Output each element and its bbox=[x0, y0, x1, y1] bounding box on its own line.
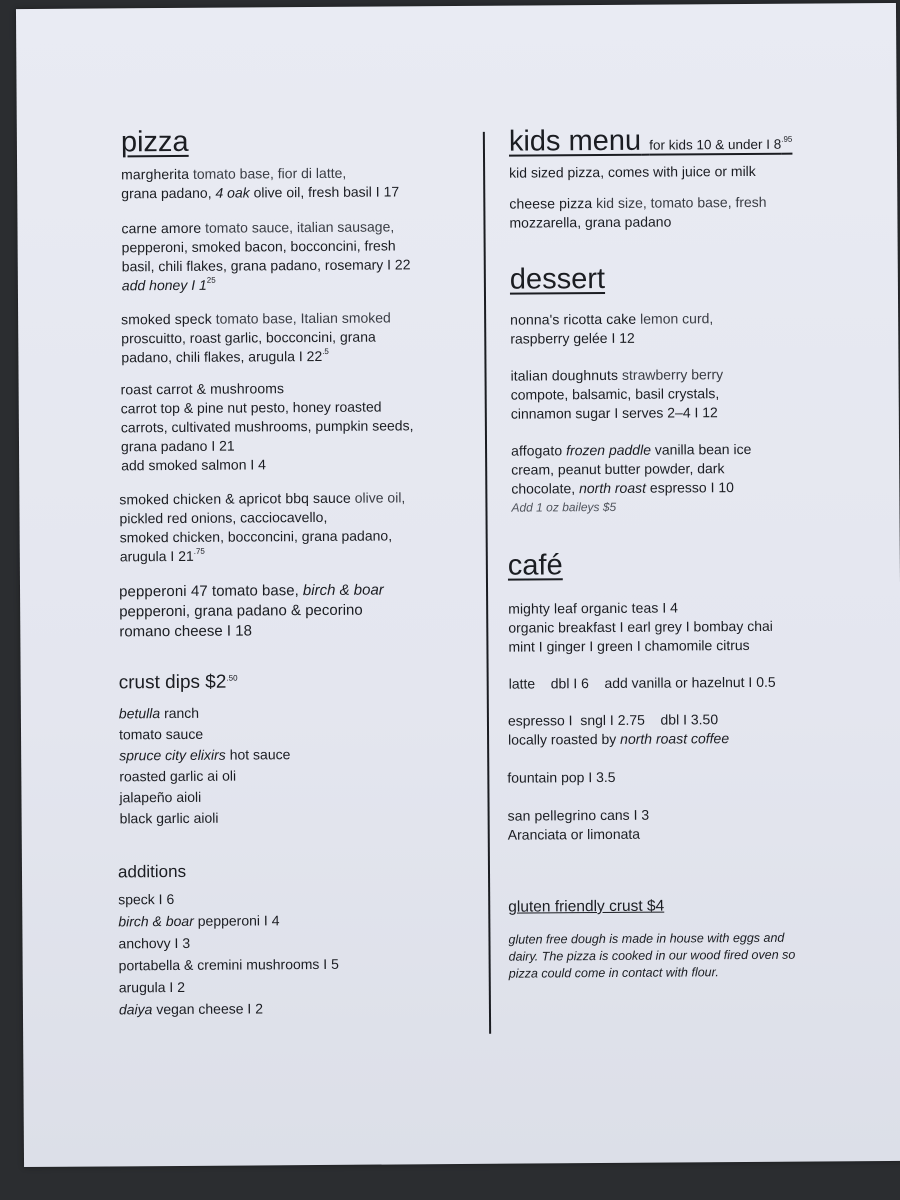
item-desc: cream, peanut butter powder, dark bbox=[511, 460, 725, 478]
item-name: espresso I sngl I 2.75 dbl I 3.50 bbox=[507, 711, 719, 729]
item-desc: basil, chili flakes, grana padano, rosemary I 22 bbox=[121, 256, 411, 275]
column-divider bbox=[483, 132, 491, 1034]
list-item bbox=[119, 722, 449, 745]
item-desc: olive oil, bbox=[354, 489, 406, 506]
item-name: mighty leaf organic teas bbox=[508, 599, 659, 617]
dip-name: jalapeño aioli bbox=[119, 788, 202, 806]
list-item bbox=[119, 701, 449, 724]
price-cents: .95 bbox=[781, 134, 793, 144]
item-name: margherita bbox=[121, 165, 190, 183]
kids-menu-sub-text: for kids 10 & under I 8 bbox=[649, 136, 782, 153]
dip-name: ranch bbox=[160, 704, 200, 722]
item-desc: tomato sauce, italian sausage, bbox=[205, 218, 395, 236]
item-name: smoked speck bbox=[121, 310, 212, 328]
dessert-item-ricotta-cake bbox=[510, 308, 840, 348]
gluten-friendly-heading: gluten friendly crust $4 bbox=[508, 897, 665, 916]
list-item bbox=[120, 806, 450, 829]
item-desc: grana padano, bbox=[121, 184, 212, 202]
cafe-heading: café bbox=[507, 549, 563, 582]
addition-name: pepperoni I 4 bbox=[193, 912, 280, 929]
item-name: nonna's ricotta cake bbox=[510, 310, 637, 328]
brand-name: north roast coffee bbox=[620, 730, 730, 747]
brand-name: spruce city elixirs bbox=[119, 746, 226, 764]
note-line: gluten free dough is made in house with eggs and bbox=[508, 930, 785, 947]
item-desc: carrot top & pine nut pesto, honey roasted bbox=[120, 398, 382, 417]
dip-name: hot sauce bbox=[225, 746, 291, 763]
dessert-item-affogato bbox=[511, 439, 842, 517]
item-desc: raspberry gelée I 12 bbox=[510, 329, 635, 347]
item-desc: tomato base, fior di latte, bbox=[192, 164, 347, 182]
item-price: cans I 3 bbox=[600, 806, 650, 824]
crust-dips-list bbox=[119, 701, 450, 829]
left-column bbox=[112, 6, 442, 1018]
brand-name: daiya bbox=[118, 1001, 153, 1018]
item-desc: mozzarella, grana padano bbox=[509, 213, 672, 231]
item-desc: espresso I 10 bbox=[649, 479, 734, 496]
item-name: pepperoni 47 bbox=[118, 582, 208, 601]
list-item bbox=[118, 930, 448, 954]
cafe-latte: latte dbl I 6 add vanilla or hazelnut I 0.5 bbox=[508, 673, 776, 692]
item-desc: strawberry berry bbox=[621, 366, 724, 383]
list-item bbox=[119, 785, 449, 808]
item-desc: grana padano I 21 bbox=[120, 437, 235, 455]
list-item bbox=[119, 764, 449, 787]
gluten-friendly-note bbox=[508, 929, 848, 982]
item-name: smoked chicken & apricot bbq sauce bbox=[119, 489, 351, 508]
brand-name: frozen paddle bbox=[566, 441, 652, 459]
list-item bbox=[119, 996, 449, 1020]
brand-name: north roast bbox=[578, 479, 647, 497]
item-desc: lemon curd, bbox=[640, 310, 714, 327]
dessert-item-doughnuts bbox=[510, 364, 840, 423]
cafe-pellegrino bbox=[508, 804, 838, 844]
cafe-fountain-pop: fountain pop I 3.5 bbox=[507, 768, 616, 786]
item-addon: add smoked salmon I 4 bbox=[121, 456, 266, 474]
item-desc: vanilla bean ice bbox=[654, 440, 752, 458]
item-addon: add honey I 1 bbox=[121, 276, 207, 294]
additions-heading: additions bbox=[117, 861, 187, 882]
addition-name: anchovy I 3 bbox=[118, 934, 191, 952]
item-desc-italic: 4 oak bbox=[215, 184, 250, 201]
item-name: italian doughnuts bbox=[510, 366, 619, 384]
item-desc: kid size, tomato base, fresh bbox=[596, 193, 767, 212]
kids-menu-heading bbox=[509, 123, 869, 163]
pizza-item-roast-carrot bbox=[121, 378, 452, 475]
additions-list bbox=[118, 886, 449, 1020]
item-desc: tomato base, bbox=[211, 582, 299, 600]
right-column bbox=[507, 3, 848, 981]
item-name: carne amore bbox=[121, 219, 202, 237]
pizza-item-smoked-speck bbox=[121, 308, 451, 367]
list-item bbox=[119, 743, 449, 766]
item-name: cheese pizza bbox=[509, 195, 593, 212]
item-desc: mint I ginger I green I chamomile citrus bbox=[508, 636, 750, 655]
dip-name: black garlic aioli bbox=[119, 809, 219, 827]
price-cents: .5 bbox=[322, 346, 329, 356]
item-desc: Aranciata or limonata bbox=[507, 825, 641, 843]
item-name: roast carrot & mushrooms bbox=[120, 380, 285, 398]
kids-menu-title: kids menu bbox=[508, 124, 642, 158]
item-desc: cinnamon sugar I serves 2–4 I 12 bbox=[510, 404, 718, 422]
item-desc: pepperoni, grana padano & pecorino bbox=[119, 601, 363, 621]
kids-item-cheese-pizza bbox=[509, 192, 839, 232]
kids-menu-desc: kid sized pizza, comes with juice or milk bbox=[509, 162, 756, 181]
pizza-item-pepperoni-47 bbox=[119, 580, 449, 642]
list-item bbox=[119, 952, 449, 976]
crust-dips-heading bbox=[119, 672, 238, 695]
pizza-item-smoked-chicken bbox=[119, 488, 450, 566]
item-price: I 4 bbox=[662, 599, 678, 616]
note-line: dairy. The pizza is cooked in our wood fired oven so bbox=[508, 947, 796, 964]
price-cents: .50 bbox=[226, 673, 238, 683]
item-desc: olive oil, fresh basil I 17 bbox=[253, 183, 400, 201]
list-item bbox=[118, 908, 448, 932]
item-desc: arugula I 21 bbox=[119, 547, 194, 565]
pizza-heading: pizza bbox=[120, 125, 189, 159]
item-desc: locally roasted by bbox=[508, 730, 617, 748]
item-desc: organic breakfast I earl grey I bombay chai bbox=[508, 617, 773, 636]
item-desc: proscuitto, roast garlic, bocconcini, grana bbox=[121, 328, 376, 347]
dessert-heading: dessert bbox=[509, 262, 606, 296]
price-cents: .75 bbox=[193, 546, 205, 556]
cafe-espresso bbox=[508, 709, 838, 749]
item-addon: Add 1 oz baileys $5 bbox=[511, 499, 617, 515]
addition-name: vegan cheese I 2 bbox=[152, 1000, 264, 1018]
item-desc: padano, chili flakes, arugula I 22 bbox=[121, 347, 323, 366]
item-desc: tomato base, Italian smoked bbox=[215, 309, 391, 327]
price-cents: 25 bbox=[206, 275, 216, 285]
pizza-item-margherita bbox=[121, 163, 451, 203]
item-desc: pepperoni, smoked bacon, bocconcini, fresh bbox=[121, 237, 396, 256]
note-line: pizza could come in contact with flour. bbox=[508, 965, 719, 981]
item-desc: compote, balsamic, basil crystals, bbox=[510, 385, 720, 403]
item-desc: smoked chicken, bocconcini, grana padano, bbox=[119, 527, 393, 546]
list-item bbox=[119, 974, 449, 998]
item-desc: carrots, cultivated mushrooms, pumpkin seeds, bbox=[120, 417, 414, 436]
kids-menu-sub bbox=[649, 134, 793, 153]
crust-dips-heading-text: crust dips $2 bbox=[118, 671, 227, 694]
brand-name: birch & boar bbox=[118, 912, 194, 930]
dip-name: tomato sauce bbox=[118, 725, 204, 743]
item-desc-italic: birch & boar bbox=[302, 581, 384, 600]
brand-name: betulla bbox=[118, 705, 161, 722]
pizza-item-carne-amore bbox=[121, 217, 452, 295]
addition-name: portabella & cremini mushrooms I 5 bbox=[118, 955, 339, 974]
item-name: affogato bbox=[511, 442, 563, 459]
item-name: san pellegrino bbox=[507, 807, 597, 824]
menu-paper bbox=[16, 3, 900, 1167]
item-desc: chocolate, bbox=[511, 480, 576, 497]
list-item bbox=[118, 886, 448, 910]
addition-name: arugula I 2 bbox=[118, 978, 186, 996]
dip-name: roasted garlic ai oli bbox=[119, 767, 237, 785]
item-desc: pickled red onions, cacciocavello, bbox=[119, 508, 328, 527]
item-desc: romano cheese I 18 bbox=[119, 622, 252, 641]
addition-name: speck I 6 bbox=[118, 891, 175, 908]
cafe-teas bbox=[508, 597, 838, 656]
